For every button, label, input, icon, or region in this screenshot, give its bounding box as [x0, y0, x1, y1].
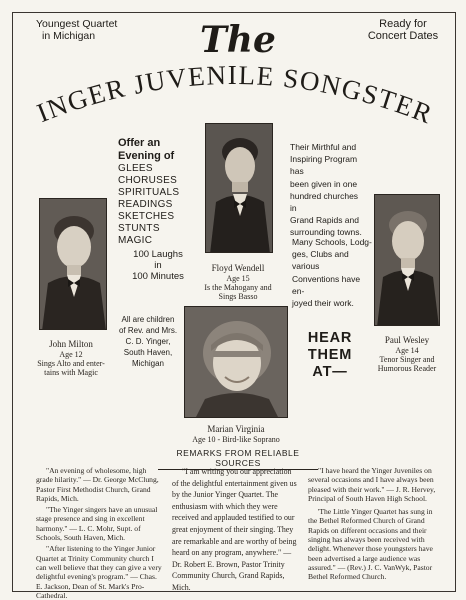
children-text — [116, 314, 180, 369]
role-john-2: tains with Magic — [44, 368, 98, 377]
offer-laughs-1: 100 Laughs — [133, 249, 183, 260]
name-john: John Milton — [49, 339, 93, 349]
schools-line: ges, Clubs and various — [292, 249, 349, 272]
photo-john — [39, 198, 107, 330]
hear-line: HEAR — [307, 330, 353, 346]
photo-paul — [374, 194, 440, 326]
offer-item: CHORUSES — [118, 175, 178, 186]
age-floyd: Age 15 — [226, 274, 250, 283]
header-left-line2: in Michigan — [42, 30, 96, 42]
offer-line2: Evening of — [118, 150, 175, 162]
children-line: South Haven, — [123, 348, 173, 357]
offer-item: SPIRITUALS — [118, 187, 180, 198]
header-left — [36, 18, 117, 42]
offer-laughs-2: in — [154, 260, 162, 271]
offer-line1: Offer an — [118, 137, 161, 149]
title-arc — [18, 62, 448, 132]
photo-marian — [184, 306, 288, 418]
page-title: INGER JUVENILE SONGSTER — [32, 62, 438, 130]
mirth-line: been given in one — [290, 178, 358, 189]
photo-floyd — [205, 123, 273, 253]
mirth-line: Inspiring Program has — [290, 154, 358, 177]
schools-line: Many Schools, Lodg- — [292, 237, 372, 247]
schools-text — [292, 236, 372, 309]
role-john-1: Sings Alto and enter- — [37, 359, 105, 368]
quote: "I have heard the Yinger Juveniles on several occasions and I have always been pleased with their work." — J. R. Hervey, Principal of South Haven High School. — [308, 466, 436, 503]
quotes-column-3 — [308, 466, 442, 582]
quotes-column-1 — [36, 466, 164, 600]
remarks-heading: REMARKS FROM RELIABLE SOURCES — [158, 448, 318, 470]
quote: 'The Little Yinger Quartet has sung in the Bethel Reformed Church of Grand Rapids on different occasions and their singing has always been received with delight. Whenever those youngsters have been advertised a large audience was assured." — (Rev.) J. C. VanWyk, Pastor Bethel Reformed Church. — [308, 507, 433, 582]
schools-line: joyed their work. — [292, 298, 354, 309]
caption-john — [26, 339, 116, 377]
quote: "After listening to the Yinger Junior Quartet at Trinity Community church I can well believe that they can give a very delightful evening's program." — Chas. E. Jackson, Dean of St. Mark's Pro-Cathedral. — [36, 544, 162, 600]
name-paul: Paul Wesley — [384, 335, 430, 345]
header-left-line1: Youngest Quartet — [36, 18, 118, 30]
role-paul-1: Tenor Singer and — [379, 355, 435, 364]
quote: "The Yinger singers have an unusual stage presence and sing in excellent harmony." — L. C. Mohr, Supt. of Schools, South Haven, Mich. — [36, 505, 158, 543]
hear-line: THEM — [307, 347, 353, 363]
role-marian: Age 10 - Bird-like Soprano — [192, 435, 280, 444]
hear-them-at — [300, 330, 360, 381]
the-logotype: The — [200, 19, 276, 61]
caption-marian — [176, 424, 296, 444]
offer-item: MAGIC — [118, 235, 153, 246]
name-marian: Marian Virginia — [207, 424, 265, 434]
name-floyd: Floyd Wendell — [211, 263, 265, 273]
title-banner — [18, 62, 448, 132]
children-line: C. D. Yinger, — [125, 337, 171, 346]
children-line: All are children — [121, 315, 175, 324]
schools-line: Conventions have en- — [292, 273, 361, 296]
mirth-line: Grand Rapids and — [290, 215, 359, 226]
offer-item: SKETCHES — [118, 211, 175, 222]
mirth-line: surrounding towns. — [290, 227, 362, 238]
caption-paul — [363, 335, 451, 373]
offer-list — [118, 137, 208, 282]
quote: "An evening of wholesome, high grade hilarity." — Dr. George McClung, Pastor First Methodist Church, Grand Rapids, Mich. — [36, 466, 159, 503]
role-paul-2: Humorous Reader — [377, 364, 437, 373]
quotes-column-2 — [172, 466, 300, 594]
offer-item: READINGS — [118, 199, 173, 210]
svg-text:YINGER JUVENILE SONGSTERS — [18, 62, 437, 130]
offer-item: GLEES — [118, 163, 153, 174]
role-floyd-1: Is the Mahogany and — [204, 283, 272, 292]
mirth-line: hundred churches in — [290, 190, 359, 214]
mirth-line: Their Mirthful and — [290, 142, 357, 152]
header-right-line1: Ready for — [379, 18, 427, 30]
header-right — [358, 18, 448, 42]
role-floyd-2: Sings Basso — [218, 292, 258, 301]
offer-item: STUNTS — [118, 223, 160, 234]
age-paul: Age 14 — [395, 346, 419, 355]
quote: "I am writing you our appreciation of the delightful entertainment given us by the Junior Yinger Quartet. The enthusiasm with which they were received and applauded testified to our great enjoyment of their singing. They are remarkable and are worthy of being heard on any program, anywhere." — Dr. Robert E. Brown, Pastor Trinity Community Church, Grand Rapids, Mich. — [172, 467, 297, 592]
hear-line: AT— — [312, 364, 348, 380]
age-john: Age 12 — [59, 350, 83, 359]
mirth-text — [290, 141, 366, 239]
header-right-line2: Concert Dates — [367, 30, 439, 42]
children-line: Michigan — [131, 359, 164, 368]
children-line: of Rev. and Mrs. — [118, 326, 178, 335]
offer-laughs-3: 100 Minutes — [132, 271, 184, 282]
